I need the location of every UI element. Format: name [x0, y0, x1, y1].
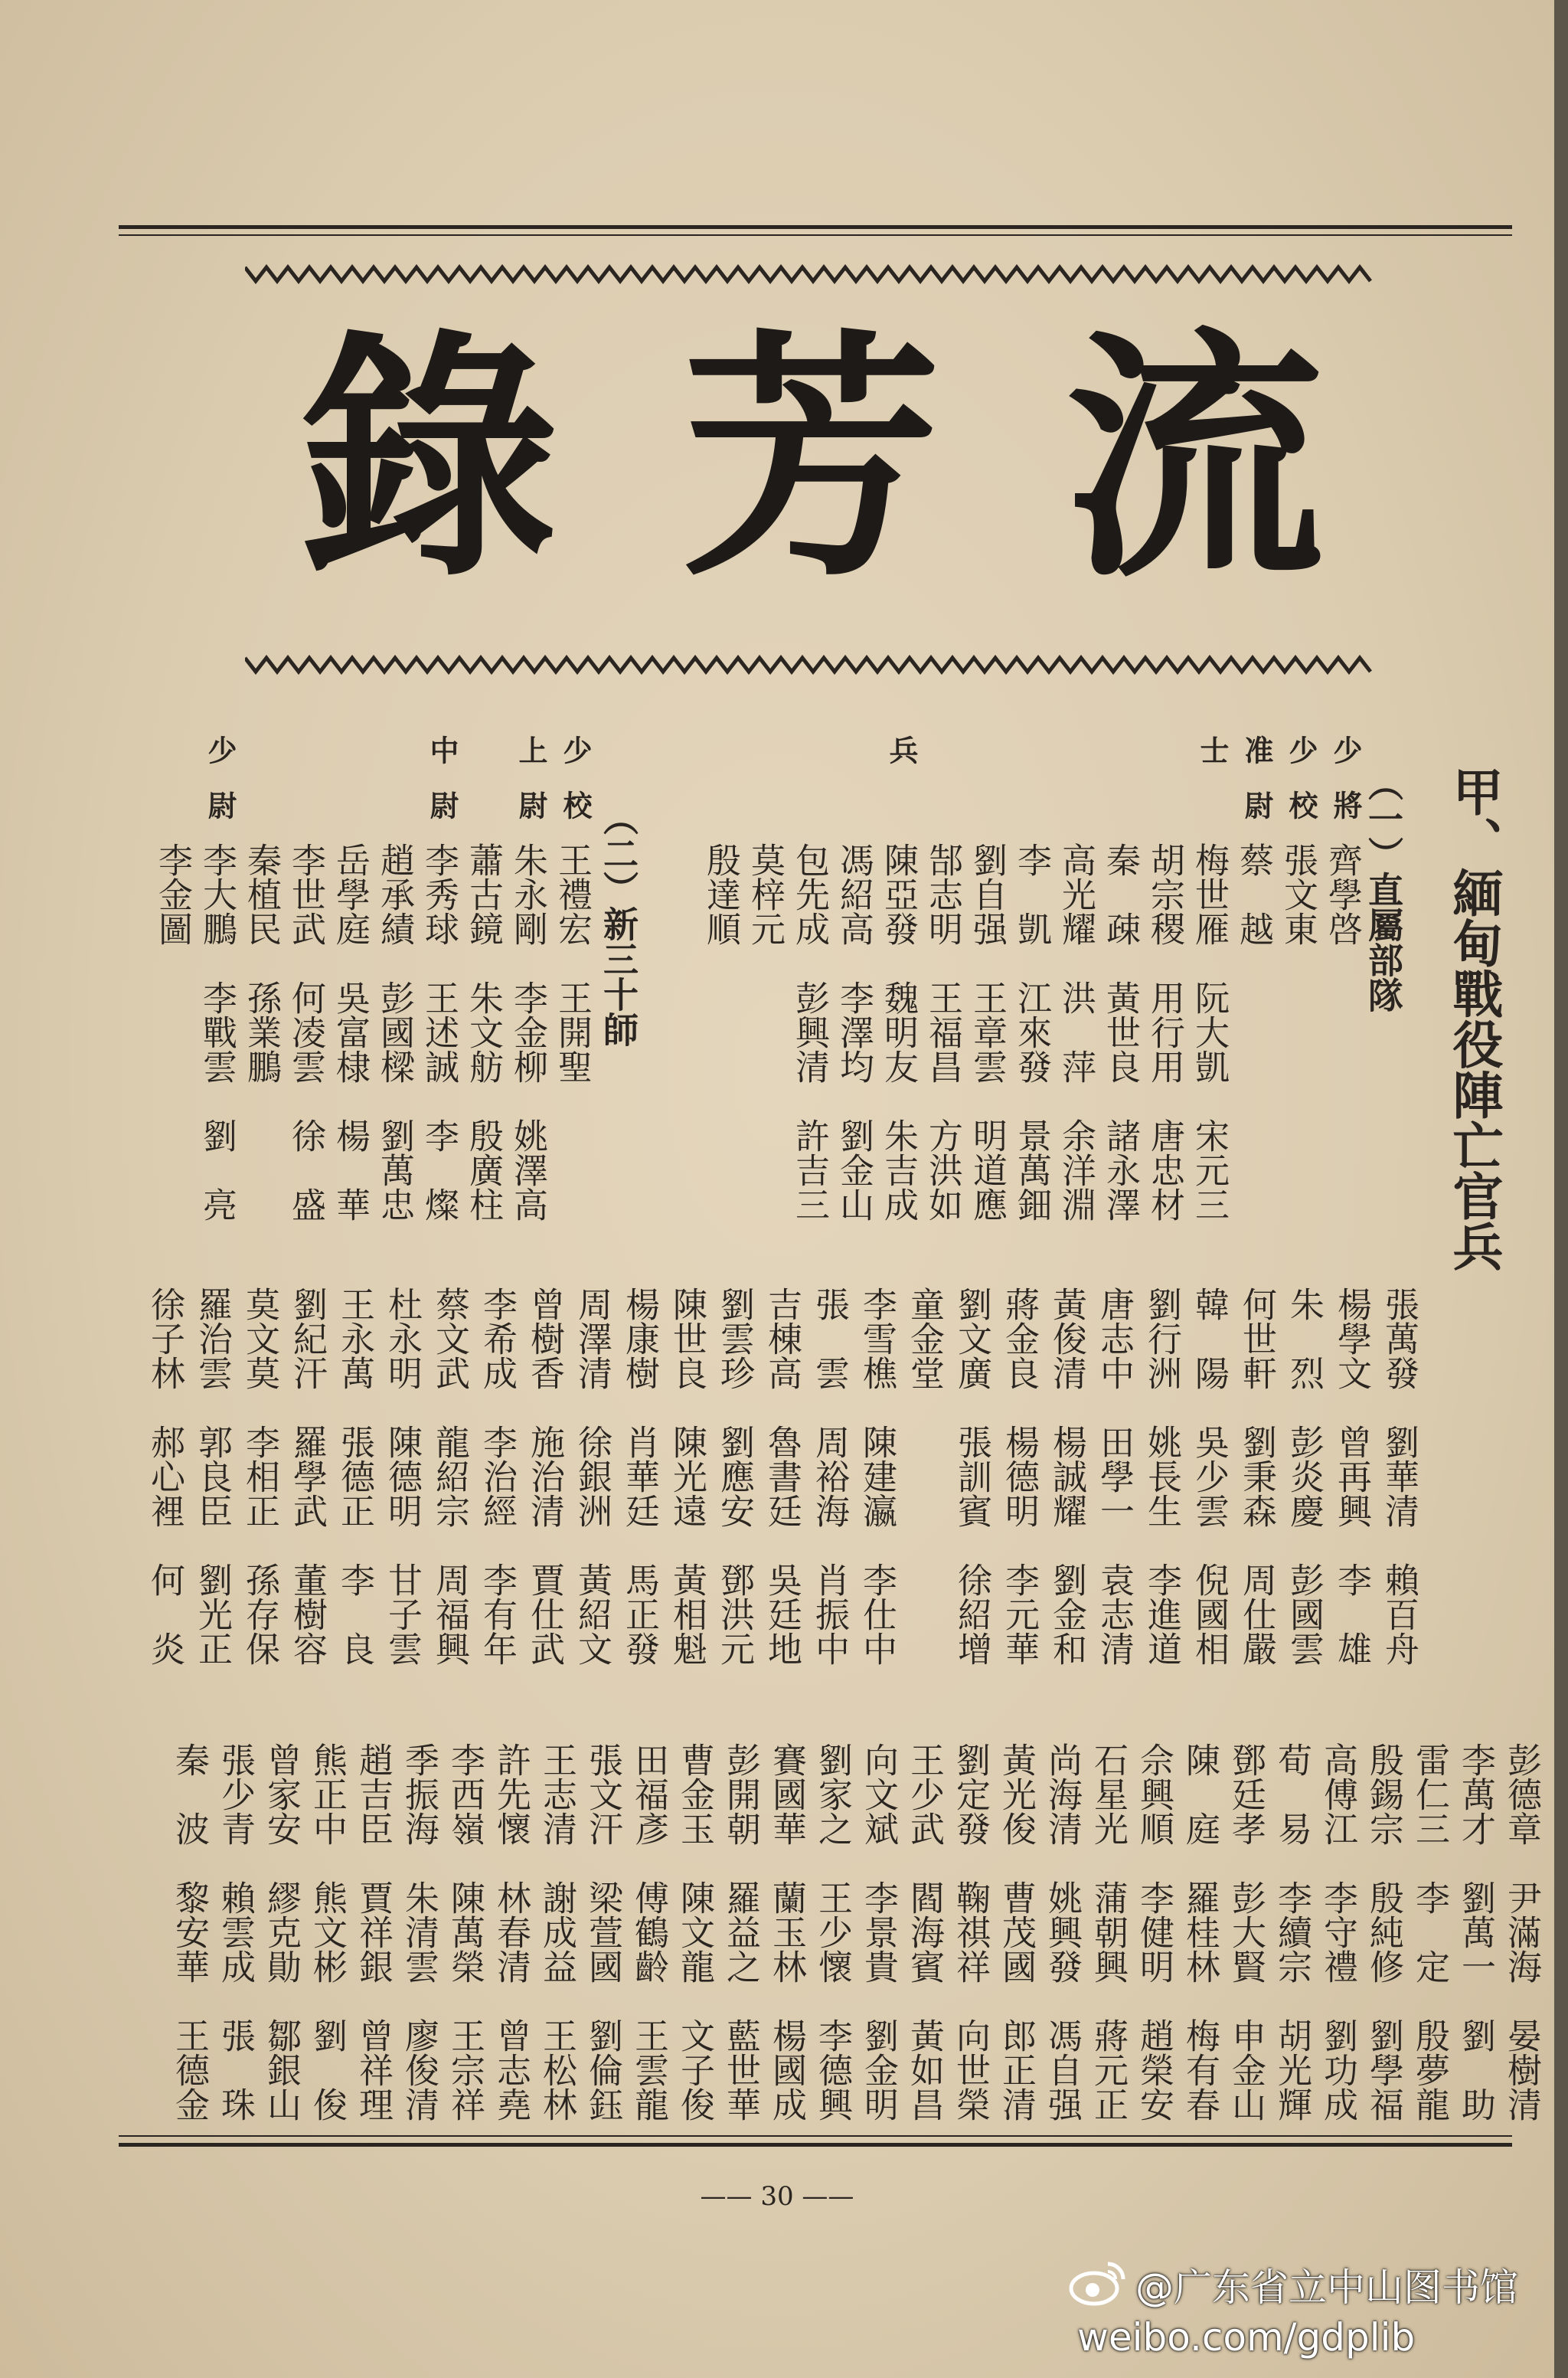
bottom-column-5: 荀 易 李續宗 胡光輝 — [1272, 1742, 1312, 2121]
middle-column-13: 吉棟高 魯書廷 吳廷地 — [762, 1287, 802, 1666]
middle-column-16: 楊康樹 肖華廷 馬正發 — [619, 1287, 660, 1666]
middle-column-20: 蔡文武 龍紹宗 周福興 — [430, 1287, 470, 1666]
middle-column-24: 莫文莫 李相正 孫存保 — [240, 1287, 280, 1666]
watermark-url: weibo.com/gdplib — [1077, 2315, 1416, 2360]
top-column-6: 高光耀 洪 萍 余洋淵 — [1056, 842, 1096, 1222]
middle-column-9: 劉文廣 張訓賓 徐紹增 — [952, 1287, 992, 1666]
weibo-eye-icon — [1068, 2259, 1128, 2308]
middle-column-25: 羅治雲 郭良臣 劉光正 — [192, 1287, 233, 1666]
middle-column-10: 童金堂 — [904, 1287, 945, 1390]
bottom-column-29: 秦 波 黎安華 王德金 — [169, 1742, 210, 2121]
bottom-column-12: 劉定發 鞠祺祥 向世榮 — [950, 1742, 991, 2121]
topb-column-7: 秦植民 孫業鵬 — [241, 842, 282, 1084]
middle-column-8: 蔣金良 楊德明 李元華 — [999, 1287, 1040, 1666]
bottom-column-4: 高傅江 李守禮 劉功成 — [1318, 1742, 1358, 2121]
top-column-5: 秦 疎 黃世良 諸永澤 — [1100, 842, 1141, 1222]
bottom-column-21: 王志清 謝成益 王松林 — [537, 1742, 577, 2121]
top-column-4: 胡宗稷 用行用 唐忠材 — [1145, 842, 1185, 1222]
top-column-10: 陳亞發 魏明友 朱吉成 — [878, 842, 919, 1222]
topb-rank-0: 少校 — [558, 735, 593, 846]
topb-rank-3: 中尉 — [425, 735, 459, 846]
title-char-3: 錄 — [299, 306, 559, 612]
top-column-8: 劉自强 王章雲 明道應 — [967, 842, 1008, 1222]
bottom-rule-thick — [119, 2143, 1512, 2147]
middle-column-18: 曾樹香 施治清 賈仕武 — [524, 1287, 565, 1666]
bottom-column-1: 李萬才 劉萬一 劉 助 — [1455, 1742, 1496, 2121]
bottom-rule-thin — [119, 2135, 1512, 2137]
unit-heading-1: （一）直屬部隊 — [1363, 766, 1404, 1012]
topb-column-2: 蕭古鏡 朱文舫 殷廣柱 — [463, 842, 504, 1222]
middle-column-6: 唐志中 田學一 袁志清 — [1094, 1287, 1135, 1666]
topb-column-1: 朱永剛 李金柳 姚澤高 — [508, 842, 548, 1222]
middle-column-21: 杜永明 陳德明 甘子雲 — [382, 1287, 423, 1666]
middle-column-12: 張 雲 周裕海 肖振中 — [809, 1287, 850, 1666]
bottom-column-27: 曾家安 繆克勛 鄒銀山 — [261, 1742, 302, 2121]
bottom-column-9: 石星光 蒲朝興 蔣元正 — [1088, 1742, 1129, 2121]
bottom-column-2: 雷仁三 李 定 殷夢龍 — [1410, 1742, 1450, 2121]
section-heading: 甲、緬甸戰役陣亡官兵 — [1444, 766, 1504, 1271]
topb-column-8: 李大鵬 李戰雲 劉 亮 — [197, 842, 237, 1222]
middle-column-4: 韓 陽 吳少雲 倪國相 — [1189, 1287, 1230, 1666]
bottom-column-25: 趙吉臣 賈祥銀 曾祥理 — [353, 1742, 394, 2121]
middle-column-5: 劉行洲 姚長生 李進道 — [1142, 1287, 1182, 1666]
bottom-column-3: 殷錫宗 殷純修 劉學福 — [1364, 1742, 1404, 2121]
top-column-13: 莫梓元 — [745, 842, 786, 946]
top-rank-0: 少將 — [1328, 735, 1363, 846]
page-title — [253, 276, 1340, 643]
topb-column-9: 李金圖 — [152, 842, 193, 946]
middle-column-23: 劉紀汗 羅學武 董樹容 — [287, 1287, 328, 1666]
topb-rank-8: 少尉 — [203, 735, 237, 846]
middle-column-1: 楊學文 曾再興 李 雄 — [1331, 1287, 1372, 1666]
bottom-column-10: 尚海清 姚興發 馮自强 — [1042, 1742, 1083, 2121]
bottom-column-20: 張文汗 梁萱國 劉倫鈺 — [583, 1742, 623, 2121]
top-column-7: 李 凱 江來發 景萬鈿 — [1011, 842, 1052, 1222]
bottom-column-23: 李西嶺 陳萬榮 王宗祥 — [445, 1742, 485, 2121]
top-column-3: 梅世雁 阮大凱 宋元三 — [1189, 842, 1230, 1222]
middle-column-14: 劉雲珍 劉應安 鄧洪元 — [714, 1287, 755, 1666]
bottom-column-15: 劉家之 王少懷 李德興 — [812, 1742, 853, 2121]
bottom-column-11: 黃光俊 曹茂國 郎正清 — [996, 1742, 1037, 2121]
title-char-1: 流 — [1064, 306, 1325, 612]
unit-heading-2: （二）新三十師 — [598, 800, 639, 1047]
bottom-column-26: 熊正中 熊文彬 劉 俊 — [307, 1742, 348, 2121]
weibo-watermark — [1068, 2255, 1558, 2370]
topb-column-3: 李秀球 王述誠 李 燦 — [419, 842, 459, 1222]
topb-rank-1: 上尉 — [514, 735, 548, 846]
middle-column-3: 何世軒 劉秉森 周仕嚴 — [1236, 1287, 1277, 1666]
title-char-2: 芳 — [681, 306, 942, 612]
zigzag-ornament-bottom — [245, 655, 1378, 675]
bottom-column-17: 彭開朝 羅益之 藍世華 — [720, 1742, 761, 2121]
bottom-column-18: 曹金玉 陳文龍 文子俊 — [675, 1742, 715, 2121]
middle-column-7: 黃俊清 楊誠耀 劉金和 — [1047, 1287, 1087, 1666]
middle-column-17: 周澤清 徐銀洲 黃紹文 — [572, 1287, 612, 1666]
top-column-2: 蔡 越 — [1233, 842, 1274, 946]
top-column-0: 齊學啓 — [1322, 842, 1363, 946]
top-rank-10: 兵 — [884, 735, 919, 790]
top-rule-thin — [119, 234, 1512, 236]
topb-column-6: 李世武 何凌雲 徐 盛 — [286, 842, 326, 1222]
top-column-1: 張文東 — [1278, 842, 1318, 946]
middle-column-11: 李雪樵 陳建瀛 李仕中 — [857, 1287, 897, 1666]
top-rank-2: 准尉 — [1240, 735, 1274, 846]
topb-column-5: 岳學庭 吳富棣 楊 華 — [330, 842, 371, 1222]
top-column-11: 馮紹高 李澤均 劉金山 — [834, 842, 874, 1222]
middle-column-19: 李希成 李治經 李有年 — [477, 1287, 518, 1666]
bottom-column-6: 鄧廷孝 彭大賢 申金山 — [1226, 1742, 1266, 2121]
top-column-14: 殷達順 — [701, 842, 741, 946]
watermark-handle: @广东省立中山图书馆 — [1135, 2265, 1518, 2310]
bottom-column-13: 王少武 閻海賓 黃如昌 — [904, 1742, 945, 2121]
top-rank-3: 士 — [1195, 735, 1230, 790]
middle-column-26: 徐子林 郝心裡 何 炎 — [145, 1287, 185, 1666]
bottom-column-16: 賽國華 蘭玉林 楊國成 — [766, 1742, 807, 2121]
page-number: —— 30 —— — [700, 2181, 854, 2212]
bottom-column-28: 張少青 賴雲成 張 珠 — [215, 1742, 256, 2121]
top-rule-thick — [119, 225, 1512, 229]
middle-column-22: 王永萬 張德正 李 良 — [335, 1287, 375, 1666]
bottom-column-8: 佘興順 李健明 趙榮安 — [1134, 1742, 1174, 2121]
middle-column-2: 朱 烈 彭炎慶 彭國雲 — [1284, 1287, 1325, 1666]
bottom-column-7: 陳 庭 羅桂林 梅有春 — [1180, 1742, 1220, 2121]
top-rank-1: 少校 — [1284, 735, 1318, 846]
bottom-column-19: 田福彥 傅鶴齡 王雲龍 — [629, 1742, 669, 2121]
bottom-column-22: 許先懷 林春清 曾志堯 — [491, 1742, 531, 2121]
topb-column-4: 趙承績 彭國樑 劉萬忠 — [374, 842, 415, 1222]
top-column-9: 郜志明 王福昌 方洪如 — [923, 842, 963, 1222]
bottom-column-14: 向文斌 李景貴 劉金明 — [858, 1742, 899, 2121]
bottom-column-24: 季振海 朱清雲 廖俊清 — [399, 1742, 439, 2121]
middle-column-15: 陳世良 陳光遠 黃相魁 — [667, 1287, 707, 1666]
topb-column-0: 王禮宏 王開聖 — [552, 842, 593, 1084]
bottom-column-0: 彭德章 尹滿海 晏樹清 — [1501, 1742, 1542, 2121]
middle-column-0: 張萬發 劉華清 賴百舟 — [1379, 1287, 1419, 1666]
top-column-12: 包先成 彭興清 許吉三 — [789, 842, 830, 1222]
